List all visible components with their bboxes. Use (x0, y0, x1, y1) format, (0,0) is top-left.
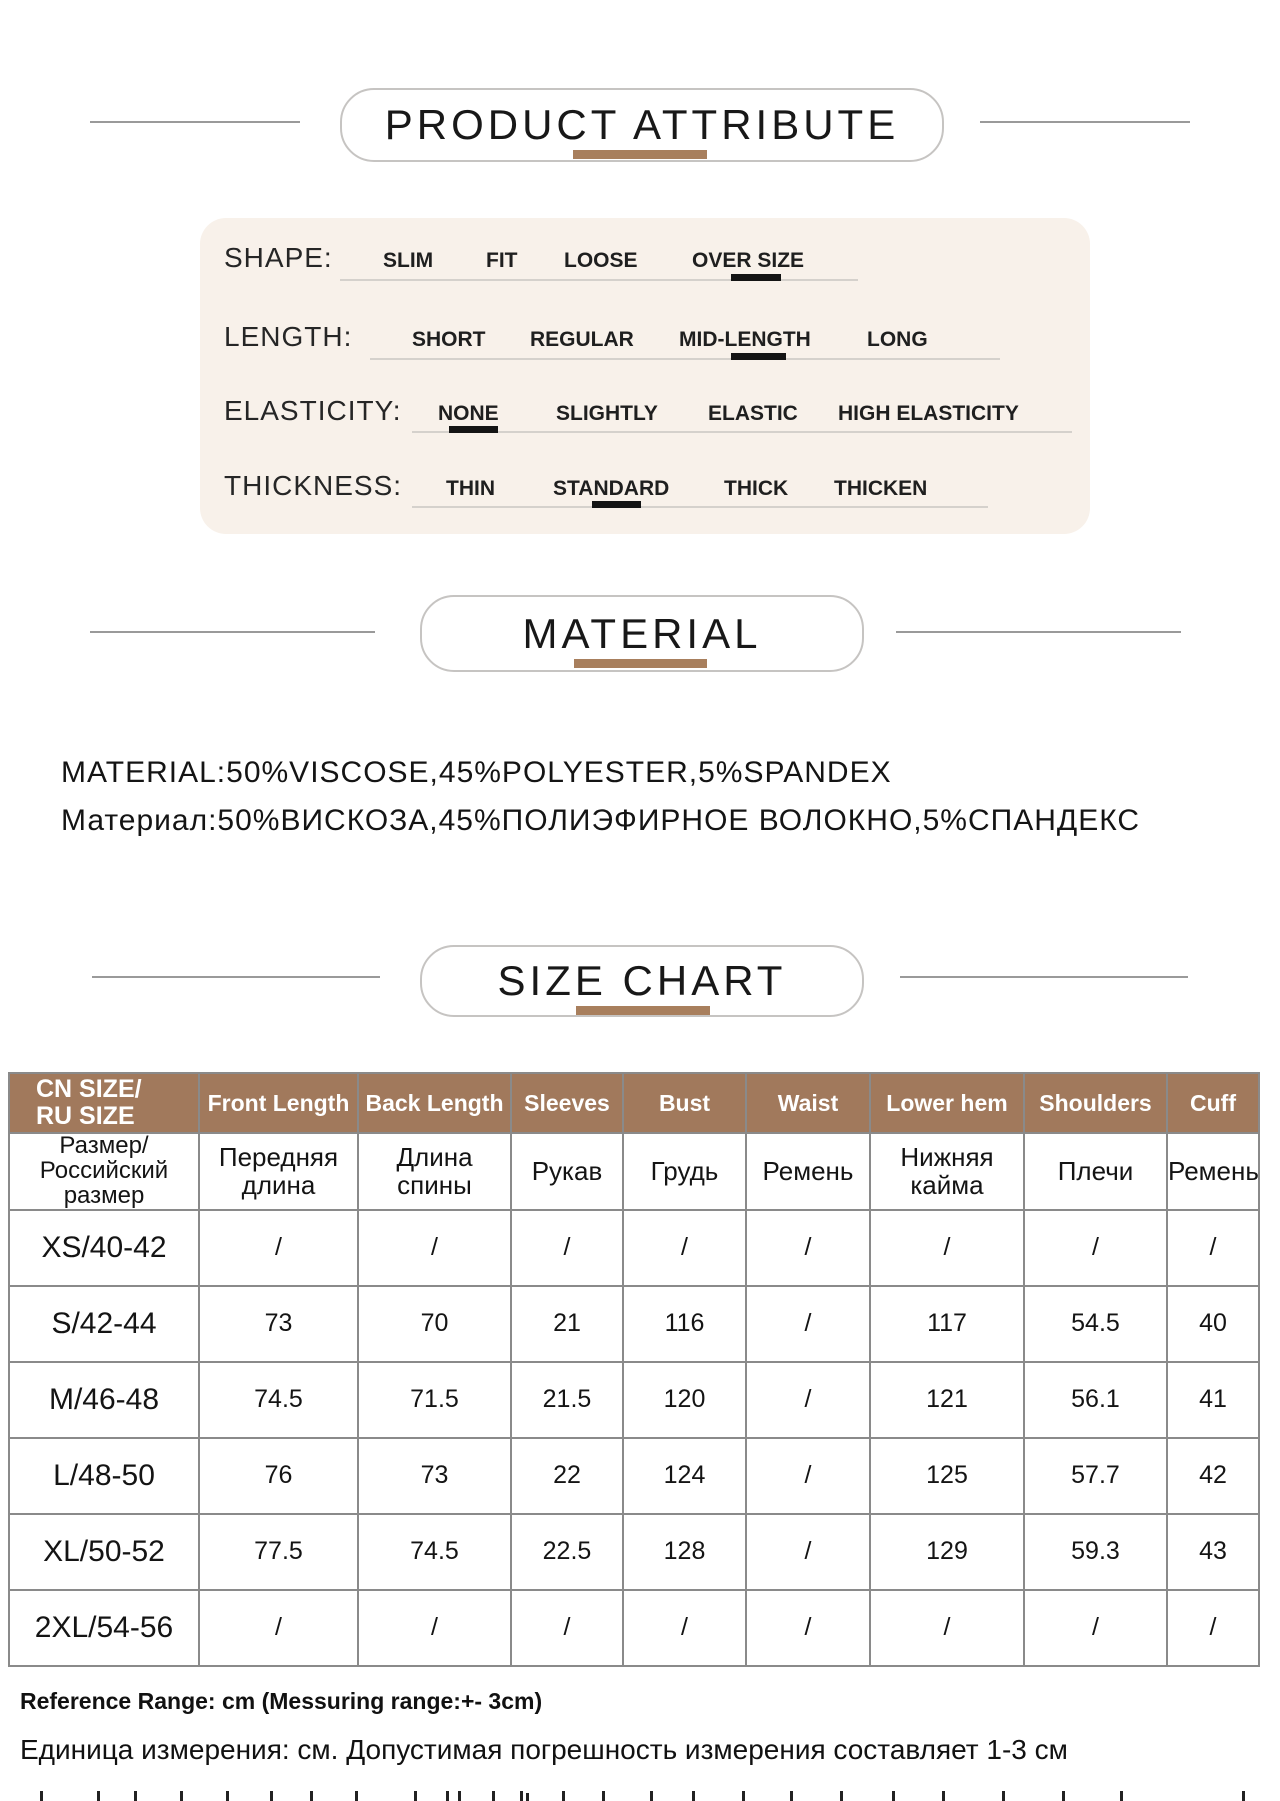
measure-unit-note-ru: Единица измерения: см. Допустимая погрешность измерения составляет 1-3 см (20, 1734, 1068, 1765)
header-cell-ru: Ремень (746, 1133, 870, 1210)
header-cell: Front Length (199, 1073, 358, 1133)
table-row: XS/40-42 / / / / / / / / (9, 1210, 1259, 1286)
table-row: 2XL/54-56 / / / / / / / / (9, 1590, 1259, 1666)
option-row-line (412, 431, 1072, 433)
header-cell: Waist (746, 1073, 870, 1133)
header-cell-ru: Передняя длина (199, 1133, 358, 1210)
title-side-line-left (90, 631, 375, 633)
title-side-line-left (90, 121, 300, 123)
title-side-line-right (896, 631, 1181, 633)
selected-underline (731, 353, 786, 360)
header-cell: Shoulders (1024, 1073, 1167, 1133)
title-underline-bar (576, 1006, 710, 1015)
attr-option: SLIM (383, 249, 434, 272)
cutoff-text-line (40, 1791, 43, 1801)
table-row: M/46-48 74.5 71.5 21.5 120 / 121 56.1 41 (9, 1362, 1259, 1438)
selected-underline (449, 426, 498, 433)
header-cell: Sleeves (511, 1073, 623, 1133)
option-row-line (370, 358, 1000, 360)
selected-underline (592, 501, 641, 508)
product-attribute-title: PRODUCT ATTRIBUTE (384, 101, 900, 148)
attributes-panel (200, 218, 1090, 534)
size-table (8, 1072, 1260, 1667)
title-side-line-right (900, 976, 1188, 978)
attr-option: HIGH ELASTICITY (838, 402, 1019, 425)
header-cell-size-ru: Размер/ Российский размер (9, 1133, 199, 1210)
header-cell-ru: Ремень (1167, 1133, 1259, 1210)
attr-option: LONG (867, 328, 928, 351)
table-row: S/42-44 73 70 21 116 / 117 54.5 40 (9, 1286, 1259, 1362)
header-cell: Cuff (1167, 1073, 1259, 1133)
header-cell-ru: Рукав (511, 1133, 623, 1210)
header-cell-ru: Грудь (623, 1133, 746, 1210)
material-line-ru: Материал:50%ВИСКОЗА,45%ПОЛИЭФИРНОЕ ВОЛОКНО,5%СПАНДЕКС (61, 804, 1141, 837)
attr-label-thickness: THICKNESS: (224, 470, 403, 501)
table-row: XL/50-52 77.5 74.5 22.5 128 / 129 59.3 43 (9, 1514, 1259, 1590)
table-header-row-en (9, 1073, 1259, 1133)
attr-option: THICK (724, 477, 789, 500)
header-cell-size: CN SIZE/ RU SIZE (9, 1073, 199, 1133)
attr-option: FIT (486, 249, 518, 272)
header-cell: Lower hem (870, 1073, 1024, 1133)
material-title: MATERIAL (522, 609, 762, 657)
table-row: L/48-50 76 73 22 124 / 125 57.7 42 (9, 1438, 1259, 1514)
attr-option: THIN (446, 477, 495, 500)
reference-range-note: Reference Range: cm (Messuring range:+- 3cm) (20, 1688, 543, 1714)
header-cell: Back Length (358, 1073, 511, 1133)
attr-option-selected: NONE (438, 402, 499, 425)
header-cell-ru: Нижняя кайма (870, 1133, 1024, 1210)
attr-option: SLIGHTLY (556, 402, 658, 425)
table-header-row-ru (9, 1133, 1259, 1210)
title-underline-bar (574, 659, 707, 668)
attr-option: SHORT (412, 328, 486, 351)
attr-label-elasticity: ELASTICITY: (224, 395, 402, 426)
attr-label-length: LENGTH: (224, 321, 353, 352)
attr-option-selected: STANDARD (553, 477, 670, 500)
attr-option: THICKEN (834, 477, 928, 500)
selected-underline (731, 274, 781, 281)
material-line-en: MATERIAL:50%VISCOSE,45%POLYESTER,5%SPANDEX (61, 756, 892, 789)
size-chart-title: SIZE CHART (497, 957, 787, 1004)
title-side-line-right (980, 121, 1190, 123)
attr-label-shape: SHAPE: (224, 242, 333, 273)
header-cell-ru: Длина спины (358, 1133, 511, 1210)
option-row-line (412, 506, 988, 508)
attr-option: REGULAR (530, 328, 634, 351)
attr-option: ELASTIC (708, 402, 798, 425)
attr-option: LOOSE (564, 249, 638, 272)
title-underline-bar (573, 150, 707, 159)
attr-option-selected: OVER SIZE (692, 249, 805, 272)
attr-option-selected: MID-LENGTH (679, 328, 811, 351)
header-cell-ru: Плечи (1024, 1133, 1167, 1210)
header-cell: Bust (623, 1073, 746, 1133)
title-side-line-left (92, 976, 380, 978)
